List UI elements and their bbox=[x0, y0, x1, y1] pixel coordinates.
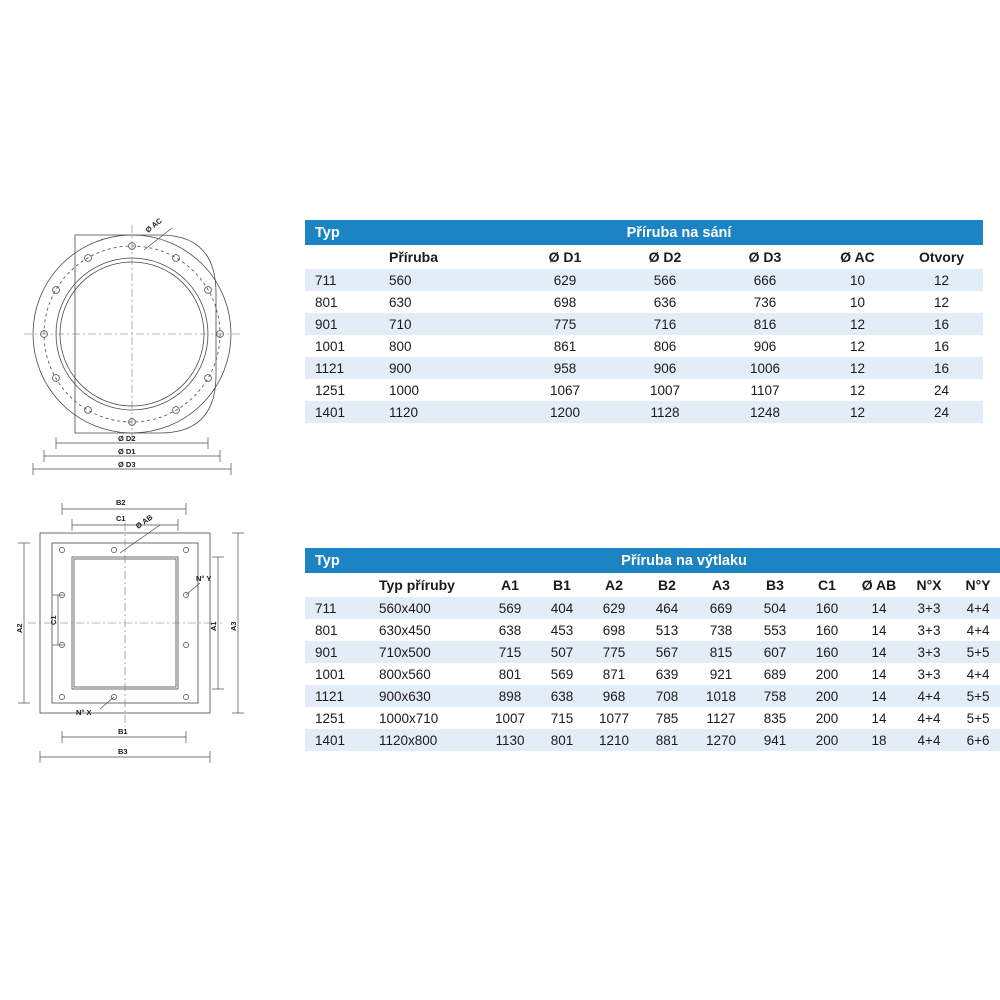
cell-typ: 1001 bbox=[305, 335, 375, 357]
cell-typ: 711 bbox=[305, 269, 375, 291]
subheader-cell-0 bbox=[305, 573, 365, 597]
table-row bbox=[305, 379, 983, 401]
subheader-cell-6: A3 bbox=[693, 573, 749, 597]
cell-ab: 14 bbox=[853, 707, 905, 729]
cell-d2: 1128 bbox=[615, 401, 715, 423]
cell-otvory: 16 bbox=[900, 335, 983, 357]
cell-b2: 708 bbox=[641, 685, 693, 707]
cell-a1: 638 bbox=[483, 619, 537, 641]
table-header-row bbox=[305, 548, 1000, 573]
subheader-cell-9: Ø AB bbox=[853, 573, 905, 597]
header-title: Příruba na výtlaku bbox=[365, 548, 1000, 573]
cell-a2: 1077 bbox=[587, 707, 641, 729]
cell-nx: 4+4 bbox=[905, 729, 953, 751]
cell-b3: 553 bbox=[749, 619, 801, 641]
cell-ac: 12 bbox=[815, 335, 900, 357]
cell-nx: 4+4 bbox=[905, 685, 953, 707]
subheader-cell-2: Ø D1 bbox=[515, 245, 615, 269]
cell-ac: 12 bbox=[815, 357, 900, 379]
cell-d1: 1200 bbox=[515, 401, 615, 423]
subheader-cell-5: B2 bbox=[641, 573, 693, 597]
cell-d3: 1248 bbox=[715, 401, 815, 423]
cell-b3: 504 bbox=[749, 597, 801, 619]
table-row bbox=[305, 269, 983, 291]
cell-c1: 200 bbox=[801, 663, 853, 685]
label-diameter-d1: Ø D1 bbox=[118, 447, 136, 456]
table-row bbox=[305, 641, 1000, 663]
cell-b1: 638 bbox=[537, 685, 587, 707]
cell-ab: 14 bbox=[853, 685, 905, 707]
cell-otvory: 12 bbox=[900, 291, 983, 313]
cell-d2: 636 bbox=[615, 291, 715, 313]
cell-typ: 1121 bbox=[305, 357, 375, 379]
cell-priruba: 900 bbox=[375, 357, 515, 379]
table-row bbox=[305, 619, 1000, 641]
label-a3: A3 bbox=[229, 621, 238, 631]
subheader-cell-1: Typ příruby bbox=[365, 573, 483, 597]
cell-d3: 906 bbox=[715, 335, 815, 357]
table-subheader-row bbox=[305, 573, 1000, 597]
cell-a2: 871 bbox=[587, 663, 641, 685]
label-b2: B2 bbox=[116, 498, 126, 507]
table-row bbox=[305, 291, 983, 313]
cell-c1: 200 bbox=[801, 707, 853, 729]
cell-b2: 785 bbox=[641, 707, 693, 729]
cell-ny: 4+4 bbox=[953, 619, 1000, 641]
cell-nx: 3+3 bbox=[905, 663, 953, 685]
cell-ny: 5+5 bbox=[953, 641, 1000, 663]
cell-typ: 1401 bbox=[305, 729, 365, 751]
subheader-cell-2: A1 bbox=[483, 573, 537, 597]
cell-b2: 567 bbox=[641, 641, 693, 663]
subheader-cell-3: B1 bbox=[537, 573, 587, 597]
subheader-cell-7: B3 bbox=[749, 573, 801, 597]
cell-typ-priruby: 800x560 bbox=[365, 663, 483, 685]
cell-d3: 666 bbox=[715, 269, 815, 291]
round-flange-drawing bbox=[20, 215, 270, 475]
table-row bbox=[305, 313, 983, 335]
cell-typ-priruby: 710x500 bbox=[365, 641, 483, 663]
subheader-cell-6: Otvory bbox=[900, 245, 983, 269]
cell-c1: 160 bbox=[801, 619, 853, 641]
cell-typ: 801 bbox=[305, 291, 375, 313]
cell-a2: 698 bbox=[587, 619, 641, 641]
cell-priruba: 1000 bbox=[375, 379, 515, 401]
cell-b2: 513 bbox=[641, 619, 693, 641]
cell-b1: 453 bbox=[537, 619, 587, 641]
cell-ab: 14 bbox=[853, 619, 905, 641]
subheader-cell-0 bbox=[305, 245, 375, 269]
cell-b3: 835 bbox=[749, 707, 801, 729]
table-row bbox=[305, 663, 1000, 685]
table-subheader-row bbox=[305, 245, 983, 269]
cell-b2: 464 bbox=[641, 597, 693, 619]
cell-ny: 6+6 bbox=[953, 729, 1000, 751]
cell-a2: 968 bbox=[587, 685, 641, 707]
cell-otvory: 24 bbox=[900, 401, 983, 423]
table-row bbox=[305, 335, 983, 357]
cell-typ-priruby: 560x400 bbox=[365, 597, 483, 619]
cell-b3: 689 bbox=[749, 663, 801, 685]
cell-c1: 200 bbox=[801, 685, 853, 707]
label-diameter-ab: Ø AB bbox=[133, 512, 155, 531]
table-row bbox=[305, 685, 1000, 707]
cell-ab: 18 bbox=[853, 729, 905, 751]
cell-a2: 1210 bbox=[587, 729, 641, 751]
label-n-x: N° X bbox=[76, 708, 92, 717]
cell-priruba: 560 bbox=[375, 269, 515, 291]
cell-b1: 801 bbox=[537, 729, 587, 751]
cell-a1: 1130 bbox=[483, 729, 537, 751]
cell-a2: 775 bbox=[587, 641, 641, 663]
cell-ac: 12 bbox=[815, 401, 900, 423]
cell-b1: 404 bbox=[537, 597, 587, 619]
cell-nx: 3+3 bbox=[905, 597, 953, 619]
cell-a3: 815 bbox=[693, 641, 749, 663]
cell-b1: 715 bbox=[537, 707, 587, 729]
cell-a1: 801 bbox=[483, 663, 537, 685]
cell-b2: 881 bbox=[641, 729, 693, 751]
cell-priruba: 800 bbox=[375, 335, 515, 357]
cell-a3: 1270 bbox=[693, 729, 749, 751]
label-c1-left: C1 bbox=[49, 615, 58, 625]
cell-c1: 160 bbox=[801, 597, 853, 619]
cell-ny: 5+5 bbox=[953, 707, 1000, 729]
cell-d1: 861 bbox=[515, 335, 615, 357]
cell-typ: 711 bbox=[305, 597, 365, 619]
subheader-cell-4: Ø D3 bbox=[715, 245, 815, 269]
label-diameter-d2: Ø D2 bbox=[118, 434, 136, 443]
label-b3: B3 bbox=[118, 747, 128, 756]
cell-b1: 569 bbox=[537, 663, 587, 685]
label-a2: A2 bbox=[15, 623, 24, 633]
cell-typ: 901 bbox=[305, 313, 375, 335]
subheader-cell-11: N°Y bbox=[953, 573, 1000, 597]
cell-c1: 160 bbox=[801, 641, 853, 663]
cell-a3: 1127 bbox=[693, 707, 749, 729]
label-b1: B1 bbox=[118, 727, 128, 736]
label-n-y: N° Y bbox=[196, 574, 212, 583]
cell-typ: 1121 bbox=[305, 685, 365, 707]
subheader-cell-10: N°X bbox=[905, 573, 953, 597]
cell-typ-priruby: 900x630 bbox=[365, 685, 483, 707]
cell-d1: 1067 bbox=[515, 379, 615, 401]
cell-a2: 629 bbox=[587, 597, 641, 619]
cell-ac: 12 bbox=[815, 313, 900, 335]
label-diameter-ac: Ø AC bbox=[143, 216, 164, 235]
cell-b3: 758 bbox=[749, 685, 801, 707]
cell-otvory: 16 bbox=[900, 313, 983, 335]
cell-d2: 566 bbox=[615, 269, 715, 291]
table-row bbox=[305, 729, 1000, 751]
suction-flange-table bbox=[305, 220, 983, 423]
cell-ny: 4+4 bbox=[953, 663, 1000, 685]
cell-ny: 5+5 bbox=[953, 685, 1000, 707]
subheader-cell-8: C1 bbox=[801, 573, 853, 597]
cell-b2: 639 bbox=[641, 663, 693, 685]
cell-typ: 1401 bbox=[305, 401, 375, 423]
table-row bbox=[305, 597, 1000, 619]
cell-nx: 4+4 bbox=[905, 707, 953, 729]
cell-priruba: 1120 bbox=[375, 401, 515, 423]
table-row bbox=[305, 707, 1000, 729]
cell-ny: 4+4 bbox=[953, 597, 1000, 619]
cell-ab: 14 bbox=[853, 597, 905, 619]
cell-ac: 10 bbox=[815, 291, 900, 313]
cell-c1: 200 bbox=[801, 729, 853, 751]
label-diameter-d3: Ø D3 bbox=[118, 460, 136, 469]
cell-ac: 10 bbox=[815, 269, 900, 291]
cell-d3: 1006 bbox=[715, 357, 815, 379]
cell-a3: 1018 bbox=[693, 685, 749, 707]
cell-a3: 669 bbox=[693, 597, 749, 619]
cell-a1: 1007 bbox=[483, 707, 537, 729]
cell-otvory: 24 bbox=[900, 379, 983, 401]
header-typ: Typ bbox=[305, 220, 375, 245]
label-a1: A1 bbox=[209, 621, 218, 631]
cell-nx: 3+3 bbox=[905, 641, 953, 663]
cell-typ: 801 bbox=[305, 619, 365, 641]
cell-d3: 816 bbox=[715, 313, 815, 335]
subheader-cell-3: Ø D2 bbox=[615, 245, 715, 269]
cell-d2: 906 bbox=[615, 357, 715, 379]
cell-b3: 607 bbox=[749, 641, 801, 663]
cell-priruba: 630 bbox=[375, 291, 515, 313]
cell-d3: 1107 bbox=[715, 379, 815, 401]
header-title: Příruba na sání bbox=[375, 220, 983, 245]
cell-b3: 941 bbox=[749, 729, 801, 751]
cell-typ: 1251 bbox=[305, 379, 375, 401]
cell-typ: 901 bbox=[305, 641, 365, 663]
subheader-cell-4: A2 bbox=[587, 573, 641, 597]
cell-typ-priruby: 1120x800 bbox=[365, 729, 483, 751]
cell-typ-priruby: 1000x710 bbox=[365, 707, 483, 729]
cell-d1: 775 bbox=[515, 313, 615, 335]
cell-d1: 698 bbox=[515, 291, 615, 313]
cell-d1: 958 bbox=[515, 357, 615, 379]
cell-b1: 507 bbox=[537, 641, 587, 663]
subheader-cell-1: Příruba bbox=[375, 245, 515, 269]
cell-a1: 898 bbox=[483, 685, 537, 707]
cell-ab: 14 bbox=[853, 641, 905, 663]
table-row bbox=[305, 401, 983, 423]
table-header-row bbox=[305, 220, 983, 245]
cell-otvory: 12 bbox=[900, 269, 983, 291]
cell-d2: 716 bbox=[615, 313, 715, 335]
cell-a1: 569 bbox=[483, 597, 537, 619]
header-typ: Typ bbox=[305, 548, 365, 573]
rectangular-flange-drawing bbox=[10, 485, 280, 785]
cell-a3: 921 bbox=[693, 663, 749, 685]
cell-d1: 629 bbox=[515, 269, 615, 291]
cell-a3: 738 bbox=[693, 619, 749, 641]
cell-ac: 12 bbox=[815, 379, 900, 401]
cell-a1: 715 bbox=[483, 641, 537, 663]
cell-priruba: 710 bbox=[375, 313, 515, 335]
cell-d3: 736 bbox=[715, 291, 815, 313]
table-row bbox=[305, 357, 983, 379]
cell-d2: 1007 bbox=[615, 379, 715, 401]
cell-typ: 1251 bbox=[305, 707, 365, 729]
cell-otvory: 16 bbox=[900, 357, 983, 379]
cell-ab: 14 bbox=[853, 663, 905, 685]
subheader-cell-5: Ø AC bbox=[815, 245, 900, 269]
cell-typ: 1001 bbox=[305, 663, 365, 685]
cell-d2: 806 bbox=[615, 335, 715, 357]
cell-nx: 3+3 bbox=[905, 619, 953, 641]
discharge-flange-table bbox=[305, 548, 991, 751]
cell-typ-priruby: 630x450 bbox=[365, 619, 483, 641]
label-c1-top: C1 bbox=[116, 514, 126, 523]
